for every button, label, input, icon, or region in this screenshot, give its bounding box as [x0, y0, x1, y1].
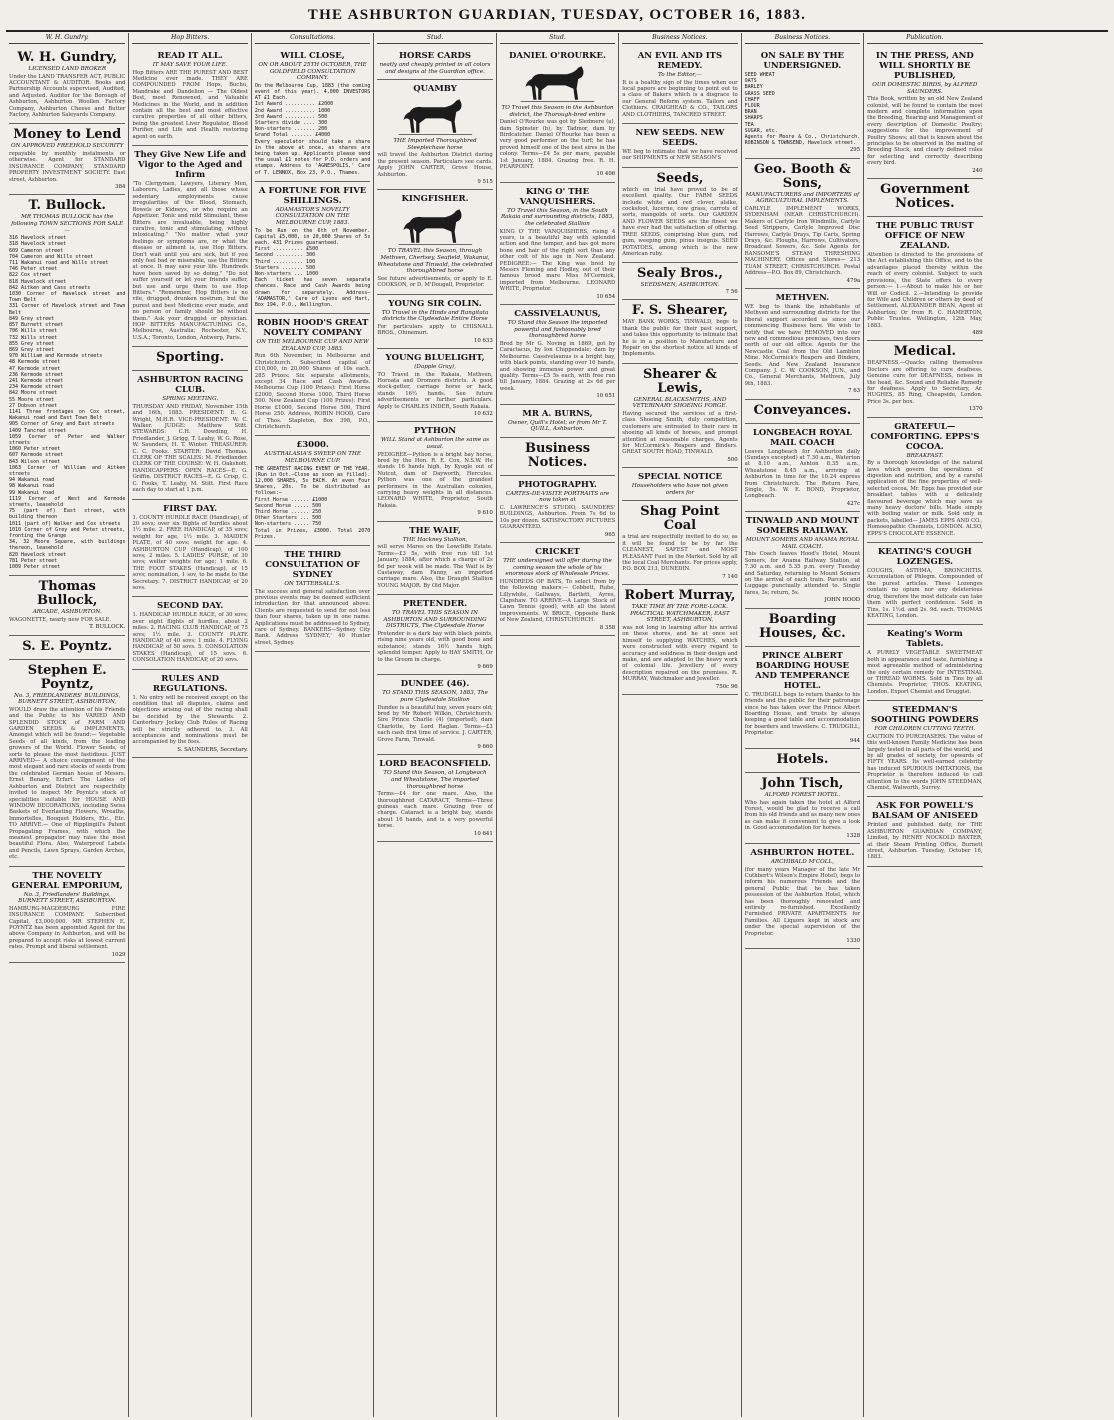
- ad-body: will travel the Ashburton District during the present season. Particulars see cards. Apply JOHN CARTER, Grove House, Ashburton.: [377, 152, 493, 178]
- advertisement: [867, 341, 982, 417]
- ad-body: WE beg to thank the inhabitants of Methven and surrounding districts for the liberal support accorded us since our commencing Business here. We wish to notify that we have REMOVED into our new and commodious premises, two doors north of our old office. Agents for the Newcastle Coal from the Old Lambton Mine. McCormick's Reapers and Binders, Seeds. And New Zealand Insurance Company. J. C. W. COOKSON, JUN., and Co., General Merchants, Methven, July 9th, 1883.: [744, 303, 861, 387]
- ad-subline: ON THE MELBOURNE CUP AND NEW ZEALAND CUP, 1883.: [256, 339, 369, 352]
- ad-headline: GRATEFUL—COMFORTING. EPPS'S COCOA.: [870, 421, 980, 452]
- ad-headline: FIRST DAY.: [163, 503, 218, 514]
- advertisement: [132, 146, 247, 347]
- ad-headline: CASSIVELAUNUS,: [514, 309, 601, 320]
- column-6: [618, 33, 740, 1417]
- ad-subline: ALFORD FOREST HOTEL.: [764, 791, 841, 798]
- advertisement: [9, 47, 125, 124]
- ad-headline: LONGBEACH ROYAL MAIL COACH: [752, 427, 852, 448]
- advertisement: [500, 183, 615, 305]
- advertisement: [867, 797, 982, 866]
- ad-headline: KEATING'S COUGH LOZENGES.: [877, 547, 972, 568]
- column-1: [6, 33, 128, 1417]
- ad-body: a trial are respectfully invited to do so, as it will be found to be by far the CLEANEST, SAFEST and MOST PLEASANT Fuel in the Market. Sold by all the local Coal Merchants. For prices apply, P.O. BOX 213, DUNEDIN.: [622, 534, 738, 573]
- advertisement: [377, 190, 492, 294]
- advertisement: [622, 501, 737, 585]
- advertisement: [745, 773, 860, 844]
- ad-headline: PRETENDER.: [402, 599, 468, 610]
- ad-signature: 10 654: [596, 293, 616, 300]
- advertisement: [745, 159, 860, 289]
- ad-headline: YOUNG SIR COLIN.: [388, 298, 482, 309]
- advertisement: [9, 576, 125, 635]
- ad-body: 1. HANDICAP HURDLE RACE, of 30 sovs; over eight flights of hurdles, about 2 miles. 2. RACING CLUB HANDICAP, of 75 sovs; 1½ mile. 3. COUNTY PLATE HANDICAP, of 40 sovs; 1 mile. 4. FLYING HANDICAP, of 50 sovs. 5. CONSOLATION STAKES (Handicap), of 15 sovs. 6. CONSOLATION HANDICAP, of 20 sovs.: [132, 612, 248, 664]
- ad-headline: NEW SEEDS. NEW SEEDS.: [635, 128, 725, 149]
- column-8: [863, 33, 985, 1417]
- ad-headline: CRICKET: [535, 546, 580, 557]
- ad-body: DEAFNESS.—Quacks calling themselves Doctors are offering to cure deafness. Genuine cure for DEAFNESS, noises in the head, &c. Sound and Reliable Remedy for deafness. Apply to Secretary, Ar. HUGHES, 85 Ring, Cheapside, London. Price 3s. per box.: [867, 360, 983, 405]
- advertisement: [500, 543, 615, 636]
- ad-headline: KINGFISHER.: [401, 194, 469, 205]
- ad-subline: THE undersigned will offer during the coming season the whole of his enormous stock of Wholesale Prices.: [503, 557, 612, 578]
- ad-headline: DANIEL O'ROURKE.: [509, 51, 606, 61]
- ad-signature: 489: [972, 329, 983, 336]
- ad-subline: TO Travel in the Hinds and Rangitata districts the Clydesdale Entire Horse: [381, 309, 489, 323]
- ad-headline: QUAMBY: [413, 84, 457, 95]
- advertisement: [500, 47, 615, 183]
- advertisement: [255, 546, 370, 652]
- ad-headline: YOUNG BLUELIGHT,: [385, 353, 485, 363]
- horse-engraving-icon: [395, 96, 476, 136]
- ad-body: 1. No entry will be received except on the condition that all disputes, claims and objections arising out of the racing shall be decided by the Stewards. 2. Canterbury Jockey Club Rules of Racing will be strictly adhered to. 3. All acceptances and nominations must be accompanied by the fees.: [132, 694, 248, 746]
- ad-body: (for many years Manager of the late Mr Cuthbert's Wilson's Empire Hotel), begs to inform his numerous Friends and the general Public that he has taken possession of the Ashburton Hotel, which has been thoroughly renovated and entirely re-furnished. Excellently Furnished PRIVATE APARTMENTS for Families. All Liquors kept in stock are under the special supervision of the Proprietor.: [744, 866, 861, 937]
- advertisement: [377, 295, 492, 349]
- ad-body: 316 Havelock street 318 Havelock street 609 Cameron street 704 Cameron and Wills street 711 Wakanui road and Wills street 746 Peter street 822 Cox street 818 Havelock street 842 Aitken and Cass streets 1030 Corner of Havelock street and Town Belt 331 Corner of Havelock street and Town Belt 849 Grey street 857 Burnett street 706 Wills street 732 Wills street 855 Grey street 869 Grey street 970 William and Kermode streets 48 Kermode street 47 Kermode street 236 Kermode street 241 Kermode street 234 Kermode street 842 Moore street 55 Moore street 27 Dobson street 1141 Three frontages on Cox street, Wakanui road and East Town Belt 905 Corner of Grey and East streets 1409 Tancred street 1059 Corner of Peter and Walker streets 1060 Peter street 607 Kermode street 843 Wilson street 1063 Corner of William and Aitken streets 94 Wakanui road 98 Wakanui road 99 Wakanui road 1119 Corner of West and Kermode streets, leasehold 75 (part of) East street, with building thereon 1011 (part of) Walker and Cox streets 1010 Corner of Grey and Peter streets, fronting the Grange 34, 32 Moore Square, with buildings thereon, leasehold 820 Havelock street 781 Peter street 1009 Peter street: [9, 235, 126, 571]
- ad-subline: ARCADE, ASHBURTON.: [32, 609, 102, 616]
- ad-body: Dundee is a beautiful bay, seven years old; bred by Mr Robert Wilkin, Christchurch. Sire Prince Charlie (4) (imported); dam Charlotte, by Lord Raglan. Terms—£3 each cash first time of service. J. CARTER, Grove Farm, Tinwald.: [377, 704, 493, 743]
- advertisement: [500, 405, 615, 438]
- ad-body: Pretender is a dark bay with black points, rising nine years old, with good bone and substance; stands 16½ hands high, splendid temper. Apply to HAY SMITH, Or to the Groom in charge.: [377, 630, 493, 663]
- advertisement: [745, 844, 860, 949]
- ad-signature: 1370: [968, 406, 983, 413]
- ad-signature: 10 633: [473, 337, 493, 344]
- ad-subline: FOR CHILDREN CUTTING TEETH.: [874, 726, 976, 733]
- ad-body: "To Clergymen, Lawyers, Literary Men, Laborers, Ladies, and all those whose sedentary employments cause irregularities of the Blood, Stomach, Bowels or Kidneys, or who require an Appetizer, Tonic and mild Stimulant, these Bitters are invaluable, being highly curative, tonic and stimulating, without intoxicating." "No matter what your feelings or symptoms are, or what the disease or ailment is, use Hop Bitters. Don't wait until you are sick, but if you only feel bad or miserable, use the Bitters at once. It may save your life. Hundreds have been saved by so doing." "Do not suffer yourself or let your friends suffer, but use and urge them to use Hop Bitters." "Remember, Hop Bitters is no vile, drugged, drunken nostrum, but the purest and best Medicine ever made, and no person or family should be without them." Ask your druggist or physician. HOP BITTERS MANUFACTURING Co., Melbourne, Australia; Rochester, N.Y., U.S.A.; Toronto, London, Antwerp, Paris.: [132, 181, 248, 341]
- advertisement: [377, 522, 492, 595]
- advertisement: [745, 289, 860, 400]
- ad-subline: ON APPROVED FREEHOLD SECURITY: [11, 143, 124, 150]
- ad-signature: 10 632: [473, 411, 493, 418]
- ad-body: C. LAWRENCE'S STUDIO, SAUNDERS' BUILDINGS, Ashburton. From 7s 6d to 10s per dozen. SATISFACTORY PICTURES GUARANTEED.: [499, 504, 616, 531]
- ad-subline: TO Stand this Season, at Longbeach and Wheatstone, The imported thoroughbred horse: [383, 770, 487, 790]
- ad-headline: W. H. Gundry,: [17, 50, 118, 65]
- ad-subline: TAKE TIME BY THE FORE-LOCK. PRACTICAL WATCHMAKER, EAST STREET, ASHBURTON,: [630, 604, 730, 624]
- advertisement: [867, 625, 982, 701]
- column-heading: Stud.: [377, 33, 492, 44]
- ad-subline: SEEDSMEN, ASHBURTON.: [640, 282, 720, 289]
- ad-subline: IT MAY SAVE YOUR LIFE.: [152, 62, 228, 68]
- ad-body: Bred by Mr G. Noving in 1869, got by Caractacus, by Ion Chippendale; dam by Melbourne. Cassivelaunus is a bright bay, with black points, standing over 16 hands, and showing immense power and great quality. Terms—£5 5s each, with free run till January, 1884. Grazing at 2s 6d per week.: [499, 340, 616, 392]
- ad-body: which on trial have proved to be of excellent quality. Our FARM SEEDS include white and red clover, alsike, cocksfoot, lucerne, cow grass, carrots of sorts, mangolds of sorts. Our GARDEN AND FLOWER SEEDS are the finest we have ever had the satisfaction of offering. TREE SEEDS, comprising blue gum, red gum, weeping gum, pinus insignis. SEED POTATOES, among which is the new American ruby.: [622, 186, 738, 257]
- ad-body: It is a healthy sign of the times when our local papers are beginning to point out to a class of Bakers which is a disgrace to our General Reform system. Tailors and Clothiers. CRAIGHEAD & CO., TAILORS AND CLOTHIERS, TANCRED STREET.: [622, 79, 738, 118]
- ad-subline: neatly and cheaply printed in all colors and designs at the Guardian office.: [379, 62, 491, 75]
- ad-body: PEDIGREE—Python is a bright bay horse, bred by the Hon. R. E. Cox, N.S.W. He stands 16 hands high, by Kyogle out of Nutcut, dam of Dayworth, Hercules. Python was one of the grandest performers in the Australian colonies, carrying heavy weights in all distances. LEONARD WHITE, Proprietor, South Rakaia.: [377, 451, 493, 509]
- ad-headline: Geo. Booth & Sons,: [753, 161, 851, 191]
- ad-body: HAMBURG-MAGDEBURG FIRE INSURANCE COMPANY. Subscribed Capital, £3,000,000. MR STEPHEN E. POYNTZ has been appointed Agent for the above Company in Ashburton, and will be prepared to accept risks at lowest current rates. Prompt and liberal settlement.: [9, 905, 126, 951]
- ad-signature: 9 515: [477, 179, 493, 185]
- ad-headline: Boarding Houses, &c.: [759, 611, 846, 641]
- ad-headline: ROBIN HOOD'S GREAT NOVELTY COMPANY: [256, 318, 369, 339]
- ad-subline: To the Editor,—: [657, 72, 702, 78]
- ad-body: HUNDREDS OF BATS, To select from by the following makers:— Cobbett, Ruhe, Lillywhite, Gallways, Bartlett, Ayres, Clapshaw. TO ARRIVE—A Large Stock of Lawn Tennis (good), with all the latest improvements. W. BRICE, Opposite Bank of New Zealand, CHRISTCHURCH.: [499, 578, 616, 624]
- ad-headline: RULES AND REGULATIONS.: [152, 673, 228, 694]
- ad-body: Hop Bitters ARE THE PUREST AND BEST Medicine ever made. THEY ARE COMPOUNDED FROM Hops, Buchu, Mandrake and Dandelion — The Oldest Best, most Renowned, and Valuable Medicines in the World, and in addition contain all the best and most effective curative properties of all other bitters, being the greatest Liver Regulator, Blood Purifier, and Life and Health restoring agent on earth.: [132, 69, 248, 140]
- ad-body: WOULD draw the attention of his Friends and the Public to his VARIED AND SPLENDID STOCK of FARM AND GARDEN SEEDS & IMPLEMENTS, Amongst which will be found:— Vegetable Seeds of all kinds, from the leading growers of the World. Flower Seeds, of sorts to please the most fastidious. JUST ARRIVED— A choice consignment of the most elegant and rare stocks of seeds from the celebrated German house of Messrs. Ernst Benary, Erfurt. The Ladies of Ashburton and District are respectfully invited to inspect Mr Poyntz's stock of specialities suitable for HOUSE AND WINDOW DECORATIONS, including Swiss Baskets of Everlasting Flowers, Wreaths, Immortelles, Bouquet Holders, Etc., Etc. TO ARRIVE.— One of Ripplingill's Patent Propagating Frames, with which the meanest propagator may raise the most beautiful Flora. Also, Waterproof Labels and Pencils, Lawn Sprays, Garden Arches, etc.: [9, 706, 126, 861]
- ad-headline: STEEDMAN'S SOOTHING POWDERS: [870, 705, 979, 726]
- advertisement: [867, 179, 982, 217]
- ad-signature: 9 660: [477, 743, 493, 750]
- ad-body: THE GREATEST RACING EVENT OF THE YEAR. (Run in Oct.—Close as soon as filled). 12,000 SHARES, 5s EACH. At even Four Shares, 20s. To be distributed as follows:— First Horse ...... £1000 Second Horse ..... 500 Third Horse ...... 250 Other Starters ... 500 Non-starters ..... 750 Total in Prizes, £3000. Total 2070 Prizes.: [254, 465, 371, 540]
- ad-signature: T. BULLOCK.: [89, 624, 126, 631]
- ad-subline: WILL Stand at Ashburton the same as usual.: [381, 437, 490, 451]
- ad-subline: TO Stand this Season the imported powerful and fashionably bred thoroughbred horse: [507, 320, 608, 340]
- ad-headline: Government Notices.: [880, 182, 970, 212]
- ad-subline: GENERAL BLACKSMITHS, AND VETERINARY SHOEING FORGE.: [632, 396, 728, 410]
- advertisement: [255, 182, 370, 314]
- ad-signature: 7 140: [722, 573, 738, 580]
- ad-headline: Shearer & Lewis,: [643, 366, 717, 396]
- ad-headline: AN EVIL AND ITS REMEDY.: [637, 51, 723, 71]
- advertisement: [255, 47, 370, 182]
- ad-body: Leaves Longbeach for Ashburton daily (Sundays excepted) at 7.30 a.m., Waterton at 8.10 a.m., Ashton 8.35 a.m., Wheatstone 8.45 a.m., arriving at Ashburton in time for the 10.24 express from Christchurch. The Return Fare, Single, 5s. W. E. BOND, Proprietor, Longbeach.: [744, 448, 861, 500]
- ad-headline: ASK FOR POWELL'S BALSAM OF ANISEED: [871, 801, 978, 822]
- ad-subline: No. 3, FRIEDLANDERS' BUILDINGS, BURNETT STREET, ASHBURTON,: [13, 692, 121, 706]
- ad-headline: Keating's Worm Tablets.: [886, 629, 963, 650]
- advertisement: [867, 543, 982, 625]
- ad-subline: Householders who have not given orders for: [631, 483, 729, 496]
- advertisement: [132, 347, 247, 371]
- ad-headline: Seeds,: [656, 170, 704, 186]
- advertisement: [255, 436, 370, 546]
- advertisement: [622, 263, 737, 300]
- advertisement: [9, 124, 125, 195]
- advertisement: [745, 512, 860, 608]
- ad-headline: METHVEN.: [775, 292, 830, 303]
- ad-headline: SECOND DAY.: [156, 601, 224, 612]
- ad-body: will serve Mares on the Lowcliffe Estate. Terms—£3 5s, with free run till 1st January, 1884, after which a charge of 2s 6d per week will be made. The Waif is by Castaway, dam Fanny, an imported carriage mare. Also, the Draught Stallion YOUNG MAJOR. By Old Major.: [377, 544, 493, 589]
- column-heading: W. H. Gundry.: [9, 33, 125, 44]
- ad-body: CARLYLE IMPLEMENT WORKS, SYDENHAM (NEAR CHRISTCHURCH). Makers of Carlyle Iron Windmills, Carlyle Seed Strippers, Carlyle Improved Disc Harrows, Carlyle Drays, Tip Carts, Spring Drays, &c. Ploughs, Harrows, Cultivators, Broadcast Sowers, &c. Sole Agents for RANSOME'S STEAM THRESHING MACHINERY. Offices and Stores— 213 TUAM STREET, CHRISTCHURCH. Postal Address—P.O. Box 89, Christchurch.: [744, 206, 861, 277]
- column-heading: Publication.: [867, 33, 982, 44]
- advertisement: [132, 500, 247, 598]
- ad-subline: MANUFACTURERS and IMPORTERS of AGRICULTURAL IMPLEMENTS.: [745, 191, 860, 205]
- ad-headline: Shag Point Coal: [640, 504, 720, 534]
- ad-body: By a thorough knowledge of the natural laws which govern the operations of digestion and nutrition, and by a careful application of the fine properties of well-selected cocoa, Mr. Epps has provided our breakfast tables with a delicately flavoured beverage which may save us many heavy doctors' bills. Made simply with boiling water or milk. Sold only in packets, labelled— JAMES EPPS AND CO., Homoeopathic Chemists, LONDON. ALSO, EPPS'S CHOCOLATE ESSENCE.: [867, 460, 983, 537]
- advertisement: [377, 422, 492, 521]
- advertisement: [9, 660, 125, 867]
- column-7: [741, 33, 863, 1417]
- ad-body: THURSDAY AND FRIDAY, November 15th and 16th, 1883. PRESIDENT: E. G. Wright, M.H.R. VICE-PRESIDENT: W. C. Walker. JUDGE: Matthew Stitt. STEWARDS: C.H. Dowding, H. Friedlander, J. Grigg, T. Leahy, W. G. Rose, W. Saunders, H. T. Winter. TREASURER: C. C. Fooks. STARTER: David Thomas. CLERK OF THE SCALES: M. Friedlander. CLERK OF THE COURSE: W. H. Oakshott. HANDICAPPERS: OPEN RACES—E. G. Griffin. DISTRICT RACES—E. G. Crisp, C. C. Fooks, T. Leahy, M. Stitt. First Race each day to start at 1 p.m.: [132, 403, 248, 494]
- ad-headline: PYTHON: [414, 426, 457, 437]
- ad-headline: LORD BEACONSFIELD.: [379, 759, 491, 770]
- ad-body: MAY BANK WORKS, TINWALD, begs to thank the public for their past support, and takes this opportunity to intimate that he is in a position to Manufacture and Repair on the shortest notice all kinds of Implements.: [622, 319, 738, 358]
- advertisement: [377, 755, 492, 842]
- ad-body: C. TRUDGILL begs to return thanks to his friends and the public for their patronage since he has taken over the Prince Albert Boarding House, and trusts by always keeping a good table and accommodation for boarders and travellers. C. TRUDGILL, Proprietor.: [744, 691, 861, 737]
- ad-body: This Coach leaves Hood's Hotel, Mount Somers, for Anama Railway Station, at 7.30 a.m. and 5.35 p.m. every Tuesday and Saturday, returning to Mount Somers on the arrival of each train. Parcels and Luggage punctually attended to. Single fares, 3s; return, 5s.: [744, 551, 861, 596]
- ad-body: SEED WHEAT OATS BARLEY GRASS SEED CHAFF FLOUR BRAN SHARPS TEA SUGAR, etc. Agents for Moore & Co., Christchurch. ROBINSON & TOWNSEND, Havelock street.: [744, 72, 861, 147]
- ad-body: COUGHS, ASTHMA, BRONCHITIS. Accumulation of Phlegm. Compounded of the purest articles. These Lozenges contain no opium nor any deleterious drug, therefore the most delicate can take them with perfect confidence. Sold in Tins, 1s. 1½d. and 2s. 9d. each. THOMAS KEATING, London.: [867, 568, 983, 619]
- advertisement: [745, 749, 860, 773]
- column-5: [496, 33, 618, 1417]
- column-heading: Business Notices.: [622, 33, 737, 44]
- ad-subline: ARCHIBALD M'COLL,: [770, 858, 834, 865]
- column-4: [373, 33, 495, 1417]
- ad-subline: TO STAND THIS SEASON, 1883, The pure Clydesdale Stallion: [382, 690, 488, 703]
- ad-signature: 240: [972, 167, 983, 174]
- ad-subline: CARTES-DE-VISITE PORTRAITS are now taken at: [505, 490, 610, 504]
- ad-signature: 295: [849, 147, 861, 154]
- ad-headline: £3000.: [296, 440, 329, 451]
- ad-subline: BREAKFAST.: [906, 452, 944, 459]
- advertisement: [9, 867, 125, 963]
- ad-headline: A FORTUNE FOR FIVE SHILLINGS.: [258, 185, 367, 206]
- advertisement: [745, 400, 860, 424]
- ad-signature: 10 406: [596, 171, 616, 178]
- ad-headline: TINWALD AND MOUNT SOMERS RAILWAY.: [745, 516, 859, 537]
- advertisement: [500, 305, 615, 404]
- ad-headline: Business Notices.: [524, 440, 591, 470]
- ad-signature: 10 641: [473, 830, 493, 837]
- ad-signature: 944: [849, 737, 861, 744]
- ad-headline: Money to Lend: [13, 127, 122, 143]
- advertisement: [500, 438, 615, 476]
- advertisement: [867, 47, 982, 179]
- ad-headline: THE NOVELTY GENERAL EMPORIUM,: [11, 870, 123, 891]
- advertisement: [500, 476, 615, 543]
- ad-body: This Book, written by an old New Zealand colonist, will be found to contain the most modern and complete information upon the Breeding, Rearing and Management of every description of Domestic Poultry; suggestions for the improvement of Poultry Shows; all that is known about the principles to be observed in the mating of Breeding Stock, and clearly defined rules for selecting and correctly describing every bird.: [867, 96, 983, 167]
- advertisement: [622, 300, 737, 363]
- ad-body: Attention is directed to the provisions of the Act establishing this Office, and to the advantages placed thereby within the reach of every colonist. Subject to such provisions, the State offers to every person:— 1.—About to make his or her Will or Codicil. 2.—Intending to provide for Wife and Children or others by deed of Settlement. ALEXANDER BEAN, Agent at Ashburton; Or from R. C. HAMERTON, Public Trustee. Wellington, 12th May, 1883.: [867, 252, 983, 329]
- horse-engraving-icon: [395, 206, 476, 246]
- ad-headline: ASHBURTON HOTEL.: [750, 847, 855, 858]
- ad-body: Printed and published daily, for THE ASHBURTON GUARDIAN COMPANY, Limited, by HENRY NOCKOLD BAXTER, at their Steam Printing Office, Burnett street, Ashburton. Tuesday, October 16, 1883.: [867, 822, 983, 861]
- advertisement: [255, 314, 370, 436]
- ad-body: repayable by monthly instalments or otherwise. Agent for STANDARD INSURANCE COMPANY, STANDARD PROPERTY INVESTMENT SOCIETY. East street, Ashburton.: [9, 151, 126, 183]
- column-2: [128, 33, 250, 1417]
- ad-body: Who has again taken the hotel at Alford Forest, would be glad to receive a call from his old friends and as many new ones as can make it convenient to give a look in. Good accommodation for horses.: [744, 799, 861, 832]
- ad-headline: Sealy Bros.,: [636, 266, 723, 282]
- ad-subline: Owner, Quill's Hotel; or from Mr T. QUILL, Ashburton.: [508, 419, 607, 433]
- ad-subline: (Dapple Gray),: [414, 364, 456, 370]
- ad-headline: THE THIRD CONSULTATION OF SYDNEY: [265, 549, 360, 580]
- advertisement: [867, 217, 982, 341]
- advertisement: [9, 636, 125, 660]
- column-heading: Business Notices.: [745, 33, 860, 44]
- advertisement: [377, 80, 492, 190]
- advertisement: [745, 47, 860, 159]
- ad-headline: IN THE PRESS, AND WILL SHORTLY BE PUBLISHED,: [875, 51, 974, 81]
- ad-headline: THE WAIF,: [409, 525, 461, 536]
- ad-signature: 8 358: [599, 624, 616, 631]
- ad-subline: TO Travel this Season in the Ashburton district, the Thorough-bred entire: [501, 105, 614, 118]
- ad-signature: 427c: [846, 500, 861, 507]
- ad-signature: 9 610: [477, 510, 493, 517]
- ad-subline: SPRING MEETING.: [162, 396, 219, 403]
- ad-subline: TO TRAVEL this Season, through Methven, Chertsey, Seafield, Wakanui, Wheatstone and Tinwald, the celebrated thoroughbred horse: [377, 248, 493, 275]
- advertisement: [622, 468, 737, 501]
- advertisement: [132, 597, 247, 669]
- ad-subline: No. 3, Friedlanders' Buildings, BURNETT STREET, ASHBURTON.: [18, 891, 117, 905]
- ad-body: KING O' THE VANQUISHERS, rising 4 years, is a beautiful bay with splendid action and fine temper, and has got more bone and hair of the right sort than any other colt of his age in New Zealand. PEDIGREE:— The King was bred by Messrs Fleming and Hodley, out of their famous brood mare Miss M'Cormick, imported from Melbourne. LEONARD WHITE, Proprietor.: [499, 228, 616, 293]
- advertisement: [377, 675, 492, 755]
- advertisement: [622, 47, 737, 124]
- ad-headline: Conveyances.: [753, 402, 852, 418]
- ad-body: Under the LAND TRANSFER ACT, PUBLIC ACCOUNTANT & AUDITOR. Books and Partnership Accounts supervised, Audited, and Adjusted. Auditor for the Borough of Ashburton, Ashburton Woollen Factory Company, Ashburton Cheese and Butter Factory, Ashburton Saleyards Company.: [9, 73, 126, 119]
- advertisement: [867, 701, 982, 797]
- horse-engraving-icon: [517, 63, 598, 103]
- advertisement: [867, 418, 982, 543]
- ad-subline: ON OR ABOUT 25TH OCTOBER, THE GOLDFIELD CONSULTATION COMPANY.: [258, 62, 367, 82]
- ad-body: For particulars apply to CHISNALL BROS., Ohinemuri.: [377, 323, 493, 337]
- ad-body: Daniel O'Rourke was got by Sledmere (a), dam Spinster (b), by Tadmor, dam by Birdcatcher. Daniel O'Rourke has been a very good performer on the turf; he has proved himself one of the best sires in the colony. Terms—£4 5s per mare, payable 1st January, 1884. Grazing free. R. H. PEARPOINT.: [499, 119, 616, 171]
- ad-subline: TO Travel this Season, in the South Rakaia and surrounding districts, 1883, the celebrated Stallion: [500, 207, 615, 228]
- ad-headline: DUNDEE (46).: [400, 679, 470, 690]
- advertisement: [377, 595, 492, 675]
- ad-headline: Hotels.: [776, 751, 829, 767]
- ad-subline: THE Imported Thoroughbred Steeplechase horse: [393, 138, 477, 151]
- ad-subline: ADAMASTOR'S NOVELTY CONSULTATION ON THE MELBOURNE CUP, 1883.: [275, 206, 350, 227]
- ad-signature: 7 63: [848, 388, 861, 395]
- ad-headline: THE PUBLIC TRUST OFFICE OF NEW ZEALAND.: [875, 221, 974, 252]
- ad-headline: WILL CLOSE,: [280, 51, 345, 61]
- ad-headline: MR A. BURNS,: [522, 408, 593, 419]
- ad-signature: 9 669: [477, 663, 493, 670]
- ad-signature: 1330: [846, 938, 861, 945]
- ad-headline: PRINCE ALBERT BOARDING HOUSE AND TEMPERANCE HOTEL.: [755, 650, 850, 691]
- ad-headline: T. Bullock.: [28, 198, 106, 214]
- ad-body: A PURELY VEGETABLE SWEETMEAT both in appearance and taste, furnishing a most agreeable method of administering the only certain remedy for INTESTINAL or THREAD WORMS. Sold in Tins by all Chemists. Proprietor, THOS. KEATING, London. Export Chemist and Druggist.: [867, 650, 983, 695]
- ad-headline: Sporting.: [156, 350, 225, 366]
- ad-headline: KING O' THE VANQUISHERS.: [519, 186, 596, 207]
- ad-subline: MR THOMAS BULLOCK has the following TOWN SECTIONS FOR SALE—: [11, 214, 124, 234]
- ad-subline: LICENSED LAND BROKER: [28, 66, 107, 72]
- ad-signature: S. SAUNDERS, Secretary.: [177, 746, 248, 753]
- advertisement: [377, 349, 492, 422]
- ad-headline: ASHBURTON RACING CLUB.: [137, 375, 244, 396]
- ad-body: 1. COUNTY HURDLE RACE (Handicap), of 20 sovs; over six flights of hurdles about 1½ mile. 2. FREE HANDICAP, of 35 sovs; weight for age, 1½ mile. 3. MAIDEN PLATE, of 40 sovs; weight for age. 4. ASHBURTON CUP (Handicap), of 100 sovs; 2 miles. 5. LADIES' PURSE, of 30 sovs; welter weights for age; 1 mile. 6. THE FOOT STAKES (Handicap), of 15 sovs; nomination, 1 sov, to be made to the Secretary. 7. DISTRICT HANDICAP, of 20 sovs.: [132, 514, 248, 591]
- ad-headline: F. S. Shearer,: [631, 303, 728, 319]
- column-heading: Stud.: [500, 33, 615, 44]
- advertisement: [622, 585, 737, 695]
- advertisement: [377, 47, 492, 80]
- columns-grid: [6, 33, 1108, 1417]
- ad-body: Run 6th November, in Melbourne and Christchurch. Subscribed capital of £10,000, in 20,000 Shares of 10s each. 285 Prizes; Six separate allotments, except 34 Race and Cash Awards. Melbourne Cup (100 Prizes): First Horse £2000, Second Horse 1000, Third Horse 500. New Zealand Cup (100 Prizes): First Horse £1000, Second Horse 500, Third Horse 250. Address, ROBIN HOOD, Care of Thos. Stapleton, Box 398, P.O., Christchurch.: [254, 353, 371, 430]
- ad-signature: 7 56: [725, 288, 738, 295]
- ad-headline: Medical.: [893, 344, 957, 360]
- ad-signature: 479a: [846, 277, 861, 284]
- column-heading: Hop Bitters.: [132, 33, 247, 44]
- advertisement: [745, 609, 860, 647]
- ad-signature: 1029: [111, 951, 126, 958]
- ad-body: WAGONETTE, nearly new FOR SALE.: [9, 616, 112, 623]
- ad-headline: John Tisch,: [761, 775, 844, 791]
- advertisement: [745, 647, 860, 749]
- advertisement: [745, 424, 860, 513]
- advertisement: [132, 670, 247, 759]
- ad-subline: ON TATTERSALL'S.: [284, 580, 341, 587]
- ad-body: See future advertisements, or apply to E. COOKSON, or D. M'Dougall, Proprietor.: [377, 275, 493, 289]
- ad-subline: MOUNT SOMERS AND ANAMA ROYAL MAIL COACH.: [745, 537, 859, 550]
- ad-subline: AUSTRALASIA'S SWEEP ON THE MELBOURNE CUP.: [264, 451, 361, 464]
- ad-subline: OUR DOMESTIC BIRDS, by ALFRED SAUNDERS.: [872, 82, 978, 95]
- masthead: [6, 0, 1108, 32]
- advertisement: [9, 195, 125, 576]
- ad-signature: 500: [727, 456, 738, 463]
- ad-subline: TO TRAVEL THIS SEASON IN ASHBURTON AND SURROUNDING DISTRICTS, The Clydesdale Horse: [383, 610, 487, 630]
- ad-headline: S. E. Poyntz.: [22, 638, 113, 654]
- ad-body: TO Travel in the Rakaia, Methven, Horoata and Dromore districts. A good stock-getter, carriage horse or hack, stands 16½ hands. See future advertisements or further particulars. Apply to CHARLES INDER, South Rakaia.: [377, 371, 493, 410]
- advertisement: [622, 124, 737, 168]
- ad-body: To be Run on the 6th of November. Capital £5,000, in 20,000 Shares of 5s each. 431 Prizes guaranteed. First .......... £500 Second ......... 300 Third .......... 100 Starters ....... 500 Non-starters ... 1000 Each ticket has seven separate chances. Race and Cash Awards being drawn for separately. Address— 'ADAMASTOR,' Care of Lyons and Hart, Box 194, P.O., Wellington.: [254, 227, 371, 309]
- ad-subline: THE Hackney Stallion,: [402, 536, 468, 543]
- ad-body: Having secured the services of a first-class Shoeing Smith, duly competition, customers are entreated to their care in shoeing all kinds of horses, and prompt attention at reasonable charges. Agents for McCormick's Reapers and Binders. GREAT SOUTH ROAD, TINWALD.: [622, 410, 738, 456]
- masthead-title: THE ASHBURTON GUARDIAN, TUESDAY, OCTOBER 16, 1883.: [307, 7, 807, 23]
- advertisement: [132, 371, 247, 499]
- ad-body: was not long in learning after his arrival on these shores, and he at once set himself to supplying WATCHES, which were constructed with every regard to accuracy and solidness in their design and make, and are adapted to the heavy work of colonial life. Jewellery of every description repaired on the premises. R. MURRAY, Watchmaker and Jeweller.: [622, 625, 738, 683]
- ad-body: WE beg to intimate that we have received our SHIPMENTS of NEW SEASON'S: [622, 149, 738, 162]
- ad-headline: READ IT ALL.: [157, 51, 223, 61]
- ad-headline: HORSE CARDS: [399, 51, 472, 61]
- advertisement: [622, 168, 737, 263]
- ad-headline: Robert Murray,: [624, 588, 736, 604]
- ad-body: CAUTION TO PURCHASERS. The value of this well-known Family Medicine has been largely tested in all parts of the world, and by all grades of society, for upwards of FIFTY YEARS. Its well-earned celebrity has induced SPURIOUS IMITATIONS, the Proprietor is therefore induced to call attention to the words JOHN STEEDMAN, Chemist, Walworth, Surrey.: [867, 733, 983, 791]
- advertisement: [622, 364, 737, 468]
- ad-body: Terms—£4 for one mare. Also, the thoroughbred CATARACT, Terms—Three guineas each mare. Grazing free of charge. Cataract is a bright bay, stands about 16 hands, and is a very powerful horse.: [377, 791, 493, 830]
- ad-signature: JOHN HOOD: [824, 597, 861, 604]
- ad-signature: 750c 96: [715, 683, 738, 690]
- ad-signature: 10 651: [596, 393, 616, 400]
- ad-body: The success and general satisfaction over previous events may be deemed sufficient introduction for that announced above. Clients are requested to send for not less than four shares, taken up in one name. Applications must be addressed to Sydney, care of Sydney. BANKERS—Sydney City Bank. Address 'SYDNEY,' 40 Hunter street, Sydney.: [254, 588, 371, 646]
- ad-headline: Stephen E. Poyntz,: [27, 662, 107, 692]
- ad-signature: 965: [604, 531, 616, 538]
- ad-headline: SPECIAL NOTICE: [637, 472, 722, 483]
- ad-body: On the Melbourne Cup, 1883 (the coming event of this year). 4,000 INVESTORS AT £1 Each. Ist Award .......... £2000 2nd Award .......... 1000 3rd Award .......... 500 Starters divide .... 300 Non-starters ....... 200 Grand Total ....... £4000 Every speculator should take a share in the above at once, as shares are being taken up. Applicants please send the usual £1 notes for P.O. orders and stamps. Address to 'AGNESPOLIS,' Care of T. LENNOX, Box 23, P.O., Thames.: [254, 82, 371, 176]
- ad-headline: PHOTOGRAPHY.: [518, 479, 597, 490]
- ad-headline: They Give New Life and Vigor to the Aged and Infirm: [134, 150, 247, 181]
- column-3: [251, 33, 373, 1417]
- column-heading: Consultations.: [255, 33, 370, 44]
- ad-headline: Thomas Bullock,: [37, 579, 98, 609]
- ad-signature: 384: [115, 184, 126, 191]
- ad-headline: ON SALE BY THE UNDERSIGNED.: [760, 51, 844, 71]
- advertisement: [132, 47, 247, 146]
- ad-signature: 1328: [846, 832, 861, 839]
